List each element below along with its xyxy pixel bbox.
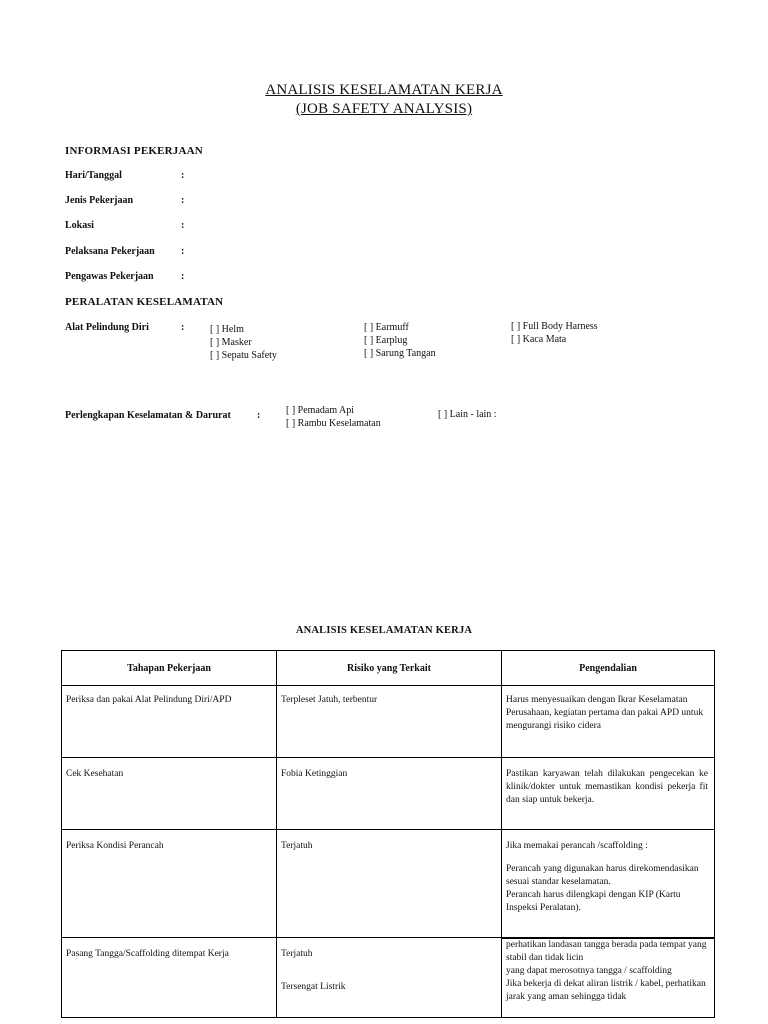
row-control: Pastikan karyawan telah dilakukan pengecekan ke klinik/dokter untuk memastikan kondisi pekerja fit dan siap untuk bekerja. bbox=[506, 769, 708, 805]
table-row bbox=[62, 830, 715, 938]
emergency-option-fire-extinguisher[interactable]: [ ] Pemadam Api bbox=[286, 405, 355, 416]
apd-colon: : bbox=[181, 322, 185, 333]
control-line: perhatikan landasan tangga berada pada tempat yang stabil dan tidak licin bbox=[506, 940, 707, 963]
field-colon-supervisor: : bbox=[181, 271, 185, 282]
row-step: Cek Kesehatan bbox=[66, 769, 124, 779]
document-title: ANALISIS KESELAMATAN KERJA bbox=[265, 82, 503, 98]
table-heading: ANALISIS KESELAMATAN KERJA bbox=[295, 625, 473, 636]
field-label-executor: Pelaksana Pekerjaan bbox=[65, 246, 155, 257]
control-line: Jika memakai perancah /scaffolding : bbox=[506, 841, 648, 851]
control-line: Perancah harus dilengkapi dengan KIP (Kartu Inspeksi Peralatan). bbox=[506, 890, 681, 913]
apd-options-col1 bbox=[210, 323, 277, 362]
table-row bbox=[62, 686, 715, 758]
row-control bbox=[502, 939, 714, 1004]
row-control bbox=[502, 830, 714, 915]
row-step: Pasang Tangga/Scaffolding ditempat Kerja bbox=[66, 949, 229, 959]
emergency-colon: : bbox=[257, 410, 261, 421]
field-label-supervisor: Pengawas Pekerjaan bbox=[65, 271, 154, 282]
column-header-step: Tahapan Pekerjaan bbox=[62, 651, 277, 686]
apd-label: Alat Pelindung Diri bbox=[65, 322, 149, 333]
emergency-label: Perlengkapan Keselamatan & Darurat bbox=[65, 410, 231, 421]
row-control: Harus menyesuaikan dengan Ikrar Keselamatan Perusahaan, kegiatan pertama dan pakai APD untuk mengurangi risiko cidera bbox=[506, 695, 704, 731]
row-step: Periksa dan pakai Alat Pelindung Diri/APD bbox=[66, 695, 232, 705]
apd-option-gloves[interactable]: [ ] Sarung Tangan bbox=[364, 348, 436, 359]
apd-options-col3 bbox=[511, 320, 598, 346]
risk-line: Terjatuh bbox=[281, 949, 313, 959]
jsa-table bbox=[61, 650, 715, 1018]
risk-line: Tersengat Listrik bbox=[281, 982, 346, 992]
field-colon-date: : bbox=[181, 170, 185, 181]
field-label-location: Lokasi bbox=[65, 220, 94, 231]
apd-option-glasses[interactable]: [ ] Kaca Mata bbox=[511, 334, 567, 345]
field-colon-job-type: : bbox=[181, 195, 185, 206]
apd-option-masker[interactable]: [ ] Masker bbox=[210, 337, 252, 348]
apd-option-earplug[interactable]: [ ] Earplug bbox=[364, 335, 408, 346]
apd-option-earmuff[interactable]: [ ] Earmuff bbox=[364, 322, 409, 333]
row-risk: Terjatuh bbox=[281, 841, 313, 851]
table-row bbox=[62, 938, 715, 1018]
column-header-control: Pengendalian bbox=[502, 651, 715, 686]
row-step: Periksa Kondisi Perancah bbox=[66, 841, 164, 851]
control-line: Jika bekerja di dekat aliran listrik / kabel, perhatikan jarak yang aman sehingga tidak bbox=[506, 979, 706, 1002]
apd-option-safety-shoes[interactable]: [ ] Sepatu Safety bbox=[210, 350, 277, 361]
row-risk bbox=[277, 938, 501, 994]
field-label-job-type: Jenis Pekerjaan bbox=[65, 195, 134, 206]
table-row bbox=[62, 758, 715, 830]
field-label-date: Hari/Tanggal bbox=[65, 170, 122, 181]
emergency-option-others[interactable]: [ ] Lain - lain : bbox=[438, 409, 497, 420]
apd-option-helm[interactable]: [ ] Helm bbox=[210, 324, 244, 335]
section-heading-job-info: INFORMASI PEKERJAAN bbox=[65, 145, 203, 157]
emergency-options-col2 bbox=[438, 408, 497, 421]
apd-options-col2 bbox=[364, 321, 436, 360]
field-colon-location: : bbox=[181, 220, 185, 231]
table-header-row bbox=[62, 651, 715, 686]
control-line: Perancah yang digunakan harus direkomendasikan sesuai standar keselamatan. bbox=[506, 864, 699, 887]
row-risk: Terpleset Jatuh, terbentur bbox=[281, 695, 378, 705]
apd-option-full-body-harness[interactable]: [ ] Full Body Harness bbox=[511, 321, 598, 332]
column-header-risk: Risiko yang Terkait bbox=[277, 651, 502, 686]
row-risk: Fobia Ketinggian bbox=[281, 769, 348, 779]
emergency-options-col1 bbox=[286, 404, 381, 430]
control-line: yang dapat merosotnya tangga / scaffolding bbox=[506, 966, 672, 976]
section-heading-safety-equipment: PERALATAN KESELAMATAN bbox=[65, 296, 224, 308]
emergency-option-safety-signs[interactable]: [ ] Rambu Keselamatan bbox=[286, 418, 381, 429]
document-subtitle: (JOB SAFETY ANALYSIS) bbox=[295, 101, 473, 117]
field-colon-executor: : bbox=[181, 246, 185, 257]
